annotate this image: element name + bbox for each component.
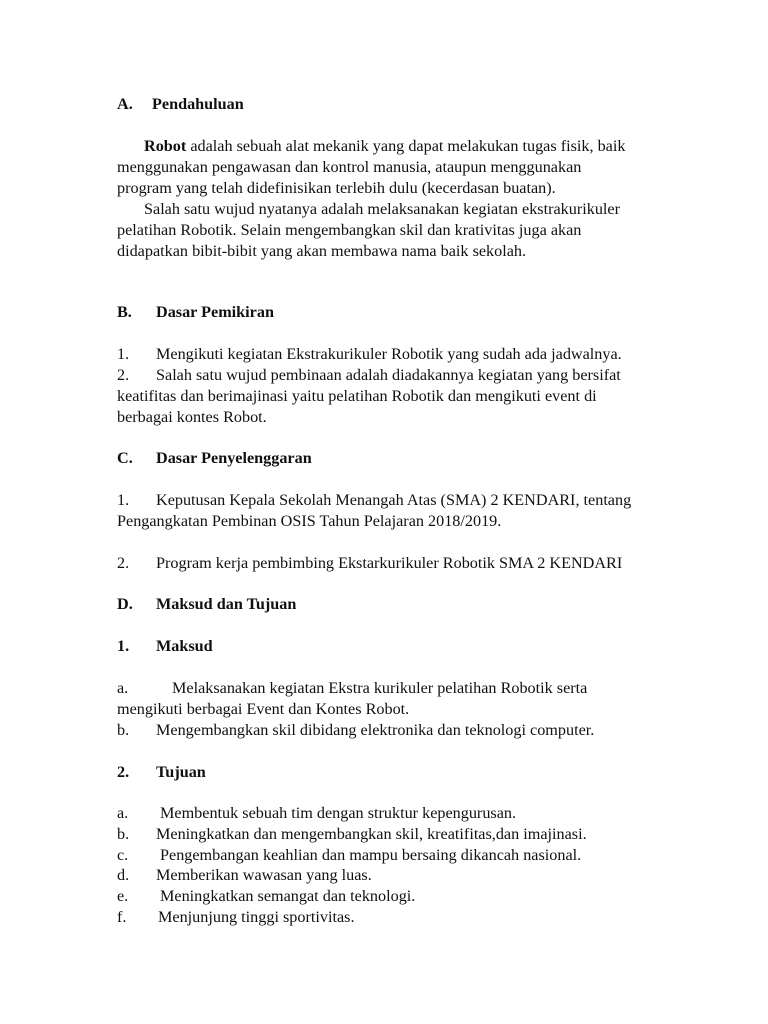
section-b-heading <box>117 302 274 322</box>
item-text: Program kerja pembimbing Ekstarkurikuler Robotik SMA 2 KENDARI <box>156 554 623 572</box>
tujuan-item-c <box>117 845 581 865</box>
maksud-heading <box>117 636 213 656</box>
item-text: Mengembangkan skil dibidang elektronika dan teknologi computer. <box>156 721 595 739</box>
dasar-penyelenggaran-item-1-cont-1: Pengangkatan Pembinan OSIS Tahun Pelajaran 2018/2019. <box>117 512 502 530</box>
maksud-title: Maksud <box>156 637 213 655</box>
item-number: 1. <box>117 491 130 509</box>
intro-paragraph-2-line-1: Salah satu wujud nyatanya adalah melaksanakan kegiatan ekstrakurikuler <box>144 200 621 218</box>
item-letter: c. <box>117 846 129 864</box>
section-d-heading <box>117 594 296 614</box>
item-number: 2. <box>117 554 130 572</box>
item-text: Pengembangan keahlian dan mampu bersaing dikancah nasional. <box>160 846 582 864</box>
item-text: Keputusan Kepala Sekolah Menangah Atas (SMA) 2 KENDARI, tentang <box>156 491 632 509</box>
item-text: Melaksanakan kegiatan Ekstra kurikuler pelatihan Robotik serta <box>172 679 588 697</box>
section-a-heading <box>117 94 244 114</box>
item-letter: b. <box>117 721 130 739</box>
item-text: Memberikan wawasan yang luas. <box>156 866 372 884</box>
maksud-item-a <box>117 678 587 698</box>
dasar-pemikiran-item-2 <box>117 365 621 385</box>
item-number: 2. <box>117 366 130 384</box>
item-letter: d. <box>117 866 130 884</box>
intro-paragraph-2-line-3: didapatkan bibit-bibit yang akan membawa nama baik sekolah. <box>117 242 527 260</box>
maksud-label: 1. <box>117 637 130 655</box>
item-letter: b. <box>117 825 130 843</box>
dasar-pemikiran-item-2-cont-2: berbagai kontes Robot. <box>117 408 267 426</box>
section-a-label: A. <box>117 95 133 113</box>
section-d-title: Maksud dan Tujuan <box>156 595 297 613</box>
tujuan-label: 2. <box>117 763 130 781</box>
dasar-penyelenggaran-item-1 <box>117 490 631 510</box>
item-number: 1. <box>117 345 130 363</box>
item-letter: a. <box>117 804 129 822</box>
item-text: Meningkatkan semangat dan teknologi. <box>160 887 416 905</box>
section-a-title: Pendahuluan <box>152 95 244 113</box>
item-text: Membentuk sebuah tim dengan struktur kepengurusan. <box>160 804 517 822</box>
dasar-pemikiran-item-1 <box>117 344 622 364</box>
tujuan-item-a <box>117 803 516 823</box>
intro-paragraph-1-line-2: menggunakan pengawasan dan kontrol manusia, ataupun menggunakan <box>117 158 582 176</box>
section-c-title: Dasar Penyelenggaran <box>156 449 312 467</box>
tujuan-title: Tujuan <box>156 763 206 781</box>
dasar-pemikiran-item-2-cont-1: keatifitas dan berimajinasi yaitu pelatihan Robotik dan mengikuti event di <box>117 387 597 405</box>
section-b-title: Dasar Pemikiran <box>156 303 274 321</box>
dasar-penyelenggaran-item-2 <box>117 553 622 573</box>
tujuan-item-f <box>117 907 355 927</box>
item-text: Meningkatkan dan mengembangkan skil, kreatifitas,dan imajinasi. <box>156 825 587 843</box>
item-letter: f. <box>117 908 127 926</box>
intro-paragraph-1-line-1 <box>144 136 625 156</box>
item-text: Mengikuti kegiatan Ekstrakurikuler Robotik yang sudah ada jadwalnya. <box>156 345 622 363</box>
tujuan-heading <box>117 762 206 782</box>
intro-p1-line1-rest: adalah sebuah alat mekanik yang dapat melakukan tugas fisik, baik <box>186 137 626 155</box>
item-text: Menjunjung tinggi sportivitas. <box>158 908 355 926</box>
section-d-label: D. <box>117 595 133 613</box>
maksud-item-a-cont-1: mengikuti berbagai Event dan Kontes Robot. <box>117 700 410 718</box>
tujuan-item-e <box>117 886 415 906</box>
item-letter: e. <box>117 887 129 905</box>
tujuan-item-d <box>117 865 372 885</box>
intro-paragraph-2-line-2: pelatihan Robotik. Selain mengembangkan skil dan krativitas juga akan <box>117 221 582 239</box>
section-c-heading <box>117 448 312 468</box>
section-b-label: B. <box>117 303 132 321</box>
tujuan-item-b <box>117 824 587 844</box>
maksud-item-b <box>117 720 594 740</box>
robot-word: Robot <box>144 137 187 155</box>
section-c-label: C. <box>117 449 133 467</box>
item-letter: a. <box>117 679 129 697</box>
intro-paragraph-1-line-3: program yang telah didefinisikan terlebih dulu (kecerdasan buatan). <box>117 179 556 197</box>
item-text: Salah satu wujud pembinaan adalah diadakannya kegiatan yang bersifat <box>156 366 621 384</box>
